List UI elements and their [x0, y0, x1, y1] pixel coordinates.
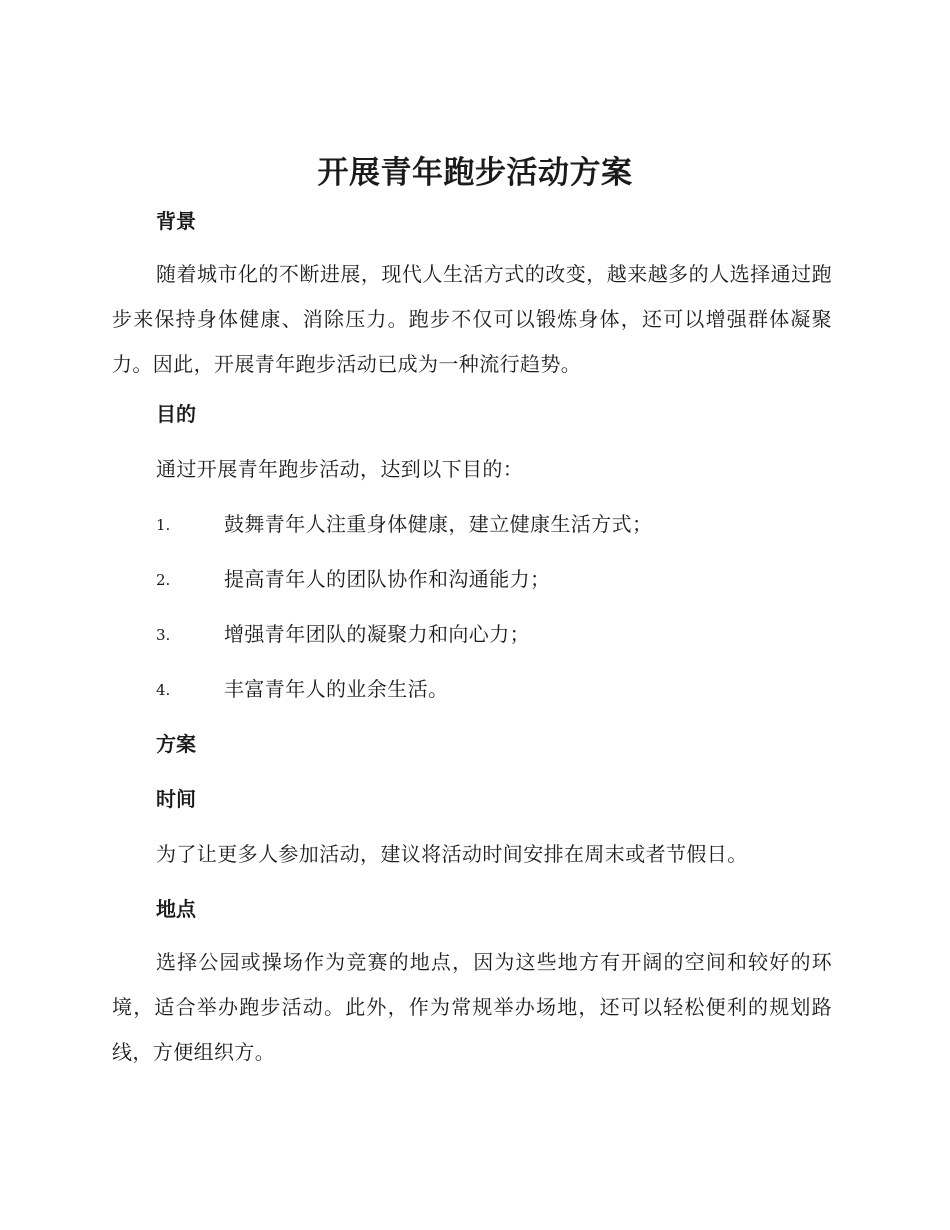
document-title: 开展青年跑步活动方案 [317, 155, 633, 191]
list-item [156, 675, 856, 703]
paragraph-time: 为了让更多人参加活动，建议将活动时间安排在周末或者节假日。 [156, 842, 748, 866]
list-text: 增强青年团队的凝聚力和向心力； [224, 622, 530, 646]
list-text: 丰富青年人的业余生活。 [224, 677, 449, 701]
list-number: 3. [156, 626, 171, 644]
list-number: 2. [156, 571, 171, 589]
list-item [156, 510, 856, 538]
heading-purpose: 目的 [156, 402, 196, 426]
paragraph-background: 随着城市化的不断进展，现代人生活方式的改变，越来越多的人选择通过跑步来保持身体健康、消除压力。跑步不仅可以锻炼身体，还可以增强群体凝聚力。因此，开展青年跑步活动已成为一种流行趋势。 [112, 262, 832, 376]
list-text: 鼓舞青年人注重身体健康，建立健康生活方式； [224, 512, 653, 536]
heading-background: 背景 [156, 209, 196, 233]
heading-time: 时间 [156, 787, 196, 811]
purpose-intro: 通过开展青年跑步活动，达到以下目的： [156, 457, 524, 481]
heading-location: 地点 [156, 897, 196, 921]
heading-plan: 方案 [156, 732, 196, 756]
paragraph-location: 选择公园或操场作为竞赛的地点，因为这些地方有开阔的空间和较好的环境，适合举办跑步活动。此外，作为常规举办场地，还可以轻松便利的规划路线，方便组织方。 [112, 950, 832, 1064]
list-number: 1. [156, 516, 171, 534]
list-number: 4. [156, 681, 171, 699]
list-item [156, 565, 856, 593]
list-item [156, 620, 856, 648]
list-text: 提高青年人的团队协作和沟通能力； [224, 567, 551, 591]
